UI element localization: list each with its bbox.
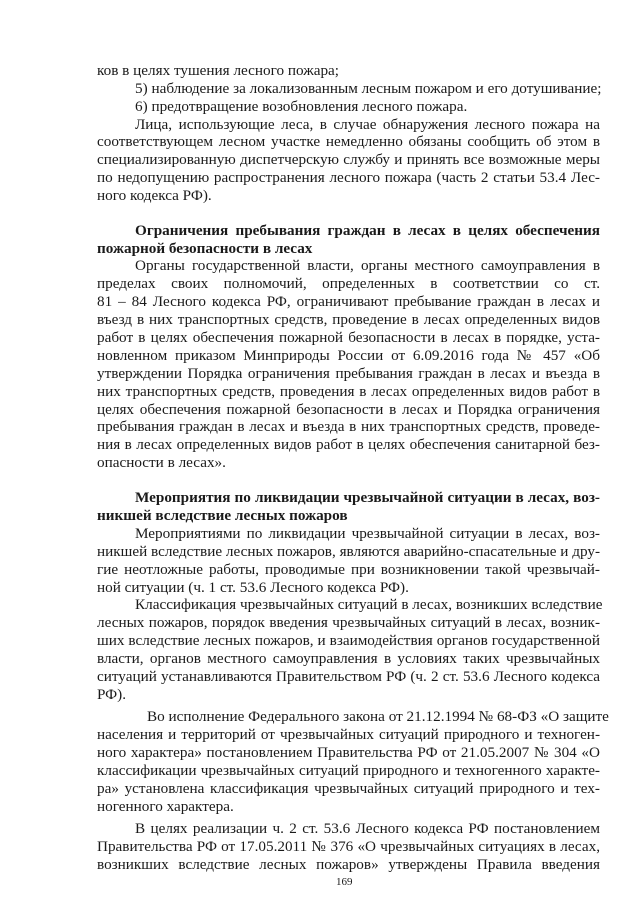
text-line: Лица, использующие леса, в случае обнаружения лесного пожара на: [135, 116, 600, 133]
text-line: по недопущению распространения лесного пожара (часть 2 статьи 53.4 Лес-: [97, 169, 600, 186]
text-line: ситуаций устанавливаются Правительством РФ (ч. 2 ст. 53.6 Лесного кодекса: [97, 668, 600, 685]
text-line: ния в лесах определенных видов работ в целях обеспечения санитарной без-: [97, 436, 600, 453]
text-line: никшей вследствие лесных пожаров, являются аварийно-спасательные и дру-: [97, 543, 600, 560]
text-line: 6) предотвращение возобновления лесного пожара.: [135, 98, 468, 115]
text-line: В целях реализации ч. 2 ст. 53.6 Лесного кодекса РФ постановлением: [135, 820, 600, 837]
text-line: ной ситуации (ч. 1 ст. 53.6 Лесного кодекса РФ).: [97, 579, 409, 596]
text-line: классификации чрезвычайных ситуаций природного и техногенного характе-: [97, 762, 600, 779]
text-line: пребывания граждан в лесах и въезда в них транспортных средств, проведе-: [97, 418, 600, 435]
text-line: Органы государственной власти, органы местного самоуправления в: [135, 257, 600, 274]
text-line: ков в целях тушения лесного пожара;: [97, 62, 339, 79]
text-line: них транспортных средств, проведения в лесах определенных видов работ в: [97, 383, 600, 400]
text-line: гие неотложные работы, проводимые при возникновении такой чрезвычай-: [97, 561, 600, 578]
text-line: утверждении Порядка ограничения пребывания граждан в лесах и въезда в: [97, 365, 600, 382]
text-line: специализированную диспетчерскую службу и принять все возможные меры: [97, 151, 600, 168]
text-line: власти, органов местного самоуправления в условиях таких чрезвычайных: [97, 650, 600, 667]
text-line: работ в целях обеспечения пожарной безопасности в лесах в порядке, уста-: [97, 329, 600, 346]
text-line: соответствующем лесном участке немедленно обязаны сообщить об этом в: [97, 133, 600, 150]
text-line: населения и территорий от чрезвычайных ситуаций природного и техноген-: [97, 726, 600, 743]
text-line: 81 – 84 Лесного кодекса РФ, ограничивают пребывание граждан в лесах и: [97, 293, 600, 310]
text-line: Правительства РФ от 17.05.2011 № 376 «О чрезвычайных ситуациях в лесах,: [97, 838, 600, 855]
text-line: ного кодекса РФ).: [97, 187, 212, 204]
text-line: ших вследствие лесных пожаров, и взаимодействия органов государственной: [97, 632, 600, 649]
text-line: опасности в лесах».: [97, 454, 226, 471]
text-line: целях обеспечения пожарной безопасности в лесах и Порядка ограничения: [97, 401, 600, 418]
text-line: Мероприятиями по ликвидации чрезвычайной ситуации в лесах, воз-: [135, 525, 600, 542]
text-line: пределах своих полномочий, определенных в соответствии со ст.: [97, 275, 600, 292]
text-line: 5) наблюдение за локализованным лесным пожаром и его дотушивание;: [135, 80, 602, 97]
text-line: Классификация чрезвычайных ситуаций в лесах, возникших вследствие: [135, 596, 603, 613]
text-line: въезд в них транспортных средств, проведение в лесах определенных видов: [97, 311, 600, 328]
section-heading: Мероприятия по ликвидации чрезвычайной ситуации в лесах, воз-: [135, 489, 600, 506]
text-line: лесных пожаров, порядок введения чрезвычайных ситуаций в лесах, возник-: [97, 614, 600, 631]
text-line: новленном приказом Минприроды России от 6.09.2016 года № 457 «Об: [97, 347, 600, 364]
text-line: Во исполнение Федерального закона от 21.12.1994 № 68-ФЗ «О защите: [147, 708, 609, 725]
section-heading: пожарной безопасности в лесах: [97, 240, 313, 257]
section-heading: Ограничения пребывания граждан в лесах в целях обеспечения: [135, 222, 600, 239]
text-line: возникших вследствие лесных пожаров» утверждены Правила введения: [97, 856, 600, 873]
page-number: 169: [336, 876, 353, 888]
text-line: РФ).: [97, 686, 127, 703]
text-line: ногенного характера.: [97, 798, 234, 815]
text-line: ного характера» постановлением Правительства РФ от 21.05.2007 № 304 «О: [97, 744, 600, 761]
section-heading: никшей вследствие лесных пожаров: [97, 507, 348, 524]
text-line: ра» установлена классификация чрезвычайных ситуаций природного и тех-: [97, 780, 600, 797]
